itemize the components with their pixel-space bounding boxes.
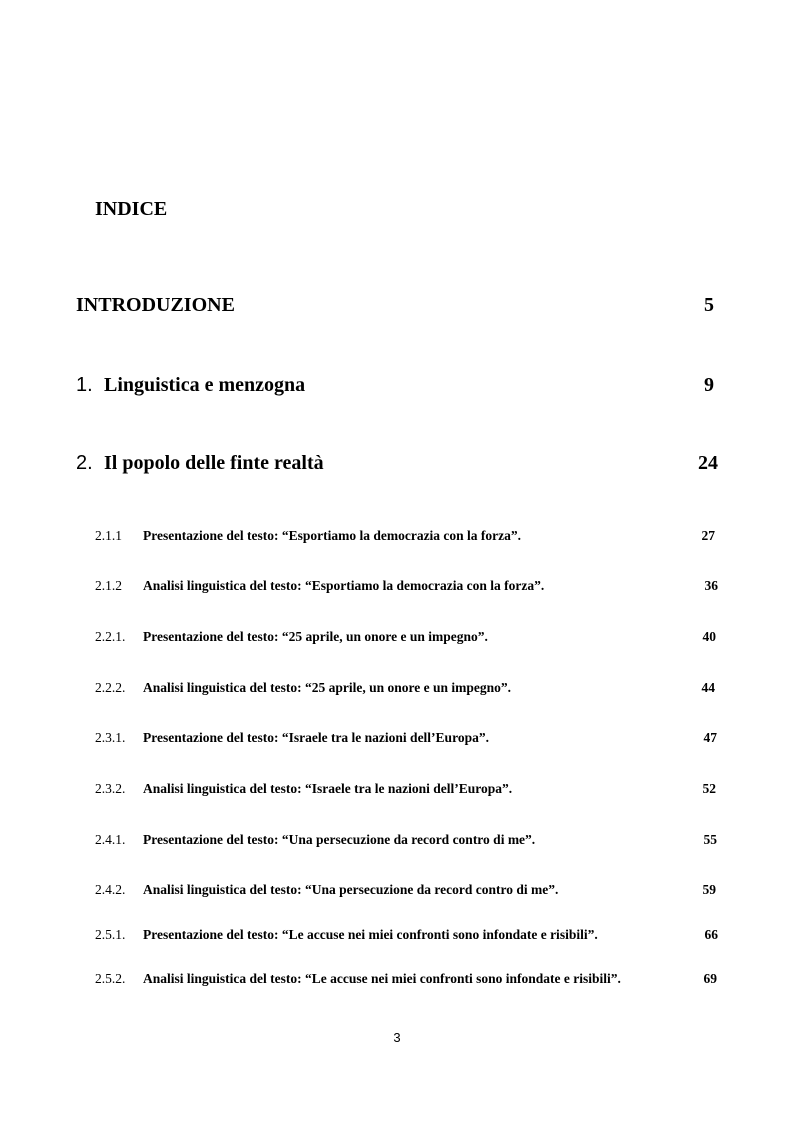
toc-chapter-title: Il popolo delle finte realtà — [104, 452, 324, 474]
toc-subsection-page: 47 — [703, 730, 717, 745]
toc-subsection-number: 2.3.2. — [95, 781, 126, 796]
toc-subsection-number: 2.1.2 — [95, 578, 122, 593]
toc-subsection-page: 66 — [704, 927, 718, 942]
toc-subsection-page: 52 — [702, 781, 716, 796]
toc-subsection-title: Analisi linguistica del testo: “Una persecuzione da record contro di me”. — [143, 882, 559, 897]
toc-chapter-title: Linguistica e menzogna — [104, 374, 306, 396]
toc-subsection-page: 69 — [703, 971, 717, 986]
toc-subsection-page: 59 — [702, 882, 716, 897]
toc-subsection-page: 36 — [704, 578, 718, 593]
toc-subsection-number: 2.5.2. — [95, 971, 126, 986]
toc-subsection-number: 2.5.1. — [95, 927, 126, 942]
toc-subsection-title: Presentazione del testo: “Israele tra le nazioni dell’Europa”. — [143, 730, 489, 745]
toc-subsection-number: 2.2.2. — [95, 680, 126, 695]
toc-chapter-page: 24 — [698, 452, 718, 474]
toc-subsection-title: Presentazione del testo: “Esportiamo la democrazia con la forza”. — [143, 528, 522, 543]
toc-intro-title: INTRODUZIONE — [76, 294, 235, 316]
toc-subsection-number: 2.3.1. — [95, 730, 126, 745]
toc-subsection-title: Presentazione del testo: “Una persecuzione da record contro di me”. — [143, 832, 536, 847]
toc-subsection-page: 55 — [703, 832, 717, 847]
toc-subsection-number: 2.2.1. — [95, 629, 126, 644]
toc-intro-page: 5 — [704, 294, 714, 316]
toc-subsection-title: Analisi linguistica del testo: “Israele tra le nazioni dell’Europa”. — [143, 781, 513, 796]
toc-chapter-page: 9 — [704, 374, 714, 396]
toc-subsection-title: Analisi linguistica del testo: “25 aprile, un onore e un impegno”. — [143, 680, 512, 695]
toc-chapter-number: 2. — [76, 452, 93, 474]
toc-subsection-title: Presentazione del testo: “25 aprile, un onore e un impegno”. — [143, 629, 488, 644]
toc-subsection-page: 40 — [702, 629, 716, 644]
page-number: 3 — [393, 1030, 401, 1045]
toc-subsection-number: 2.4.2. — [95, 882, 126, 897]
toc-subsection-number: 2.4.1. — [95, 832, 126, 847]
toc-chapter-number: 1. — [76, 374, 93, 396]
toc-heading: INDICE — [95, 198, 168, 220]
toc-subsection-page: 44 — [701, 680, 715, 695]
toc-subsection-page: 27 — [701, 528, 715, 543]
toc-subsection-title: Presentazione del testo: “Le accuse nei miei confronti sono infondate e risibili”. — [143, 927, 598, 942]
toc-subsection-title: Analisi linguistica del testo: “Le accuse nei miei confronti sono infondate e risibili”. — [143, 971, 621, 986]
toc-subsection-number: 2.1.1 — [95, 528, 122, 543]
toc-subsection-title: Analisi linguistica del testo: “Esportiamo la democrazia con la forza”. — [143, 578, 545, 593]
